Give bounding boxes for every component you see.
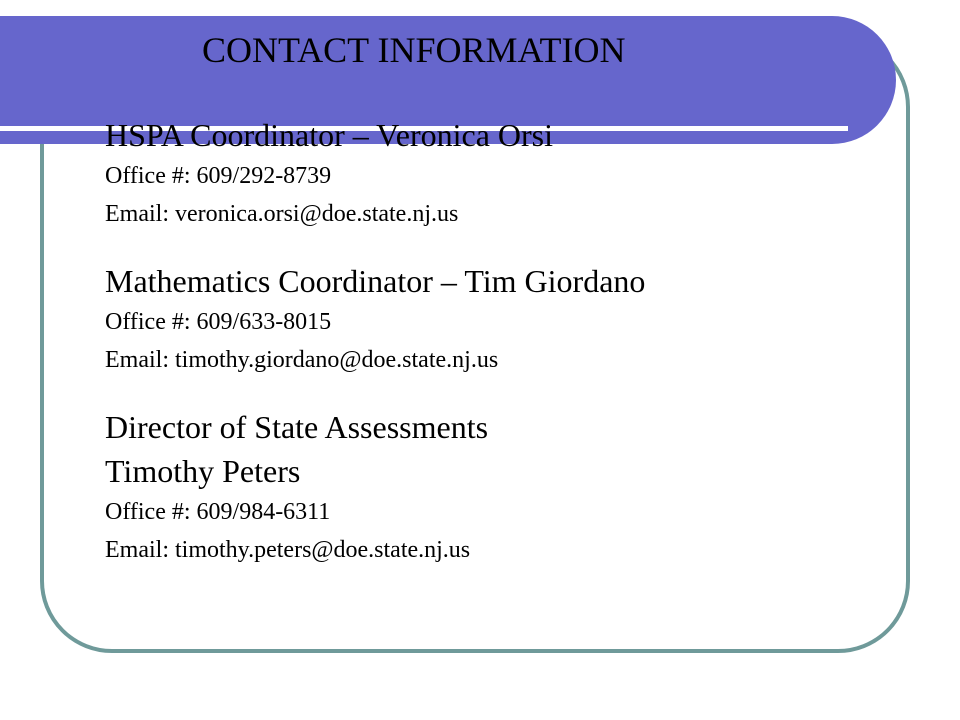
contact-list bbox=[105, 113, 885, 569]
contact-office-number: Office #: 609/984-6311 bbox=[105, 499, 331, 525]
contact-heading: Director of State Assessments bbox=[105, 409, 489, 445]
contact-email: Email: veronica.orsi@doe.state.nj.us bbox=[105, 201, 459, 227]
contact-mathematics-coordinator bbox=[105, 259, 885, 379]
contact-hspa-coordinator bbox=[105, 113, 885, 233]
contact-email: Email: timothy.giordano@doe.state.nj.us bbox=[105, 347, 499, 373]
slide-title: CONTACT INFORMATION bbox=[202, 30, 626, 70]
contact-name: Timothy Peters bbox=[105, 453, 301, 489]
contact-office-number: Office #: 609/633-8015 bbox=[105, 309, 332, 335]
contact-director-state-assessments bbox=[105, 405, 885, 569]
contact-email: Email: timothy.peters@doe.state.nj.us bbox=[105, 537, 471, 563]
contact-heading: Mathematics Coordinator – Tim Giordano bbox=[105, 263, 646, 299]
contact-heading: HSPA Coordinator – Veronica Orsi bbox=[105, 117, 553, 153]
contact-office-number: Office #: 609/292-8739 bbox=[105, 163, 332, 189]
